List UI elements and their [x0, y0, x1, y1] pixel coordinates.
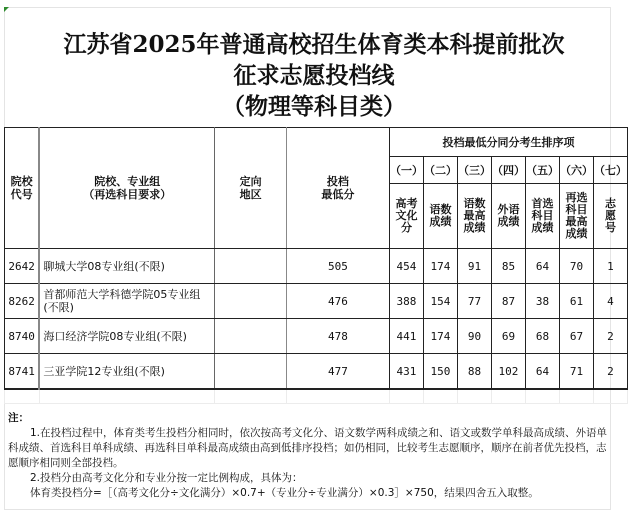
culture-score: 454	[389, 249, 423, 284]
tiebreak-label-3	[457, 184, 491, 249]
empty-cell	[286, 389, 389, 404]
min-score: 478	[286, 319, 389, 354]
table-row	[5, 284, 628, 319]
header-region-line2: 地区	[239, 188, 262, 201]
elective-max-score: 71	[559, 354, 593, 390]
note-1: 1.在投档过程中，体育类考生投档分相同时，依次按高考文化分、语文数学两科成绩之和、语文或数学单科最高成绩、外语单科成绩、首选科目单科成绩、再选科目单科最高成绩由高到低排序投档；如仍相同，比较考生志愿顺序，顺序在前者优先投档，志愿顺序相同则全部投档。	[8, 427, 608, 469]
tiebreak-label-1	[389, 184, 423, 249]
notes-section	[8, 411, 613, 501]
min-score: 477	[286, 354, 389, 390]
foreign-language-score: 102	[491, 354, 525, 390]
culture-score: 388	[389, 284, 423, 319]
elective-max-score: 70	[559, 249, 593, 284]
header-min-score-line1: 投档	[326, 175, 349, 188]
chinese-math-score: 174	[423, 319, 457, 354]
header-tiebreak-group: 投档最低分同分考生排序项	[389, 128, 627, 157]
header-school-code	[5, 128, 40, 249]
tiebreak-number-3: （三）	[457, 157, 491, 184]
culture-score: 431	[389, 354, 423, 390]
tiebreak-label-4-text: 外语成绩	[497, 203, 520, 228]
preference-number: 1	[593, 249, 627, 284]
empty-cell	[525, 389, 559, 404]
tiebreak-number-1: （一）	[389, 157, 423, 184]
header-code-line1: 院校	[10, 175, 33, 188]
school-code: 2642	[5, 249, 40, 284]
foreign-language-score: 85	[491, 249, 525, 284]
note-2: 2.投档分由高考文化分和专业分按一定比例构成，具体为：	[30, 472, 303, 484]
page-subtitle: 征求志愿投档线	[233, 62, 395, 89]
preference-number: 4	[593, 284, 627, 319]
elective-max-score: 61	[559, 284, 593, 319]
cell-corner-marker	[4, 7, 9, 12]
chinese-math-score: 150	[423, 354, 457, 390]
chinese-math-score: 154	[423, 284, 457, 319]
tiebreak-number-2: （二）	[423, 157, 457, 184]
header-school-line1: 院校、专业组	[94, 175, 161, 188]
empty-cell	[215, 389, 287, 404]
tiebreak-label-7	[593, 184, 627, 249]
tiebreak-label-6	[559, 184, 593, 249]
region	[215, 319, 287, 354]
header-region	[215, 128, 287, 249]
admission-score-table	[4, 127, 628, 404]
region	[215, 354, 287, 390]
school-code: 8262	[5, 284, 40, 319]
tiebreak-label-4	[491, 184, 525, 249]
header-min-score	[286, 128, 389, 249]
tiebreak-number-7: （七）	[593, 157, 627, 184]
school-group-name: 首都师范大学科德学院05专业组(不限)	[39, 284, 214, 319]
empty-cell	[491, 389, 525, 404]
tiebreak-label-2	[423, 184, 457, 249]
tiebreak-label-7-text: 志愿号	[604, 197, 616, 234]
region	[215, 284, 287, 319]
header-code-line2: 代号	[10, 188, 33, 201]
school-code: 8740	[5, 319, 40, 354]
page-category: （物理等科目类）	[222, 93, 406, 120]
table-row	[5, 354, 628, 390]
notes-label: 注：	[8, 412, 29, 424]
tiebreak-label-2-text: 语数成绩	[429, 203, 452, 228]
header-min-score-line2: 最低分	[321, 188, 355, 201]
header-school-line2: （再选科目要求）	[83, 188, 172, 201]
min-score: 505	[286, 249, 389, 284]
header-school-group	[39, 128, 214, 249]
empty-cell	[559, 389, 593, 404]
region	[215, 249, 287, 284]
page-title: 江苏省2025年普通高校招生体育类本科提前批次	[63, 31, 565, 58]
first-subject-score: 38	[525, 284, 559, 319]
chinese-math-max-score: 77	[457, 284, 491, 319]
table-row	[5, 249, 628, 284]
tiebreak-label-5-text: 首选科目成绩	[531, 197, 554, 234]
school-group-name: 聊城大学08专业组(不限)	[39, 249, 214, 284]
chinese-math-max-score: 91	[457, 249, 491, 284]
preference-number: 2	[593, 354, 627, 390]
elective-max-score: 67	[559, 319, 593, 354]
tiebreak-label-6-text: 再选科目最高成绩	[565, 191, 588, 240]
first-subject-score: 64	[525, 249, 559, 284]
empty-cell	[39, 389, 214, 404]
school-group-name: 海口经济学院08专业组(不限)	[39, 319, 214, 354]
tiebreak-label-5	[525, 184, 559, 249]
empty-cell	[389, 389, 423, 404]
tiebreak-label-1-text: 高考文化分	[395, 197, 418, 234]
chinese-math-max-score: 90	[457, 319, 491, 354]
first-subject-score: 68	[525, 319, 559, 354]
header-row-1	[5, 128, 628, 157]
tiebreak-number-4: （四）	[491, 157, 525, 184]
foreign-language-score: 87	[491, 284, 525, 319]
chinese-math-max-score: 88	[457, 354, 491, 390]
preference-number: 2	[593, 319, 627, 354]
first-subject-score: 64	[525, 354, 559, 390]
foreign-language-score: 69	[491, 319, 525, 354]
min-score: 476	[286, 284, 389, 319]
header-region-line1: 定向	[239, 175, 262, 188]
empty-cell	[457, 389, 491, 404]
school-group-name: 三亚学院12专业组(不限)	[39, 354, 214, 390]
empty-row	[5, 389, 628, 404]
formula: 体育类投档分=［（高考文化分÷文化满分）×0.7+（专业分÷专业满分）×0.3］×750，结果四舍五入取整。	[30, 487, 539, 499]
chinese-math-score: 174	[423, 249, 457, 284]
empty-cell	[5, 389, 40, 404]
culture-score: 441	[389, 319, 423, 354]
empty-cell	[593, 389, 627, 404]
table-row	[5, 319, 628, 354]
tiebreak-number-6: （六）	[559, 157, 593, 184]
tiebreak-number-5: （五）	[525, 157, 559, 184]
tiebreak-label-3-text: 语数最高成绩	[463, 197, 486, 234]
school-code: 8741	[5, 354, 40, 390]
empty-cell	[423, 389, 457, 404]
